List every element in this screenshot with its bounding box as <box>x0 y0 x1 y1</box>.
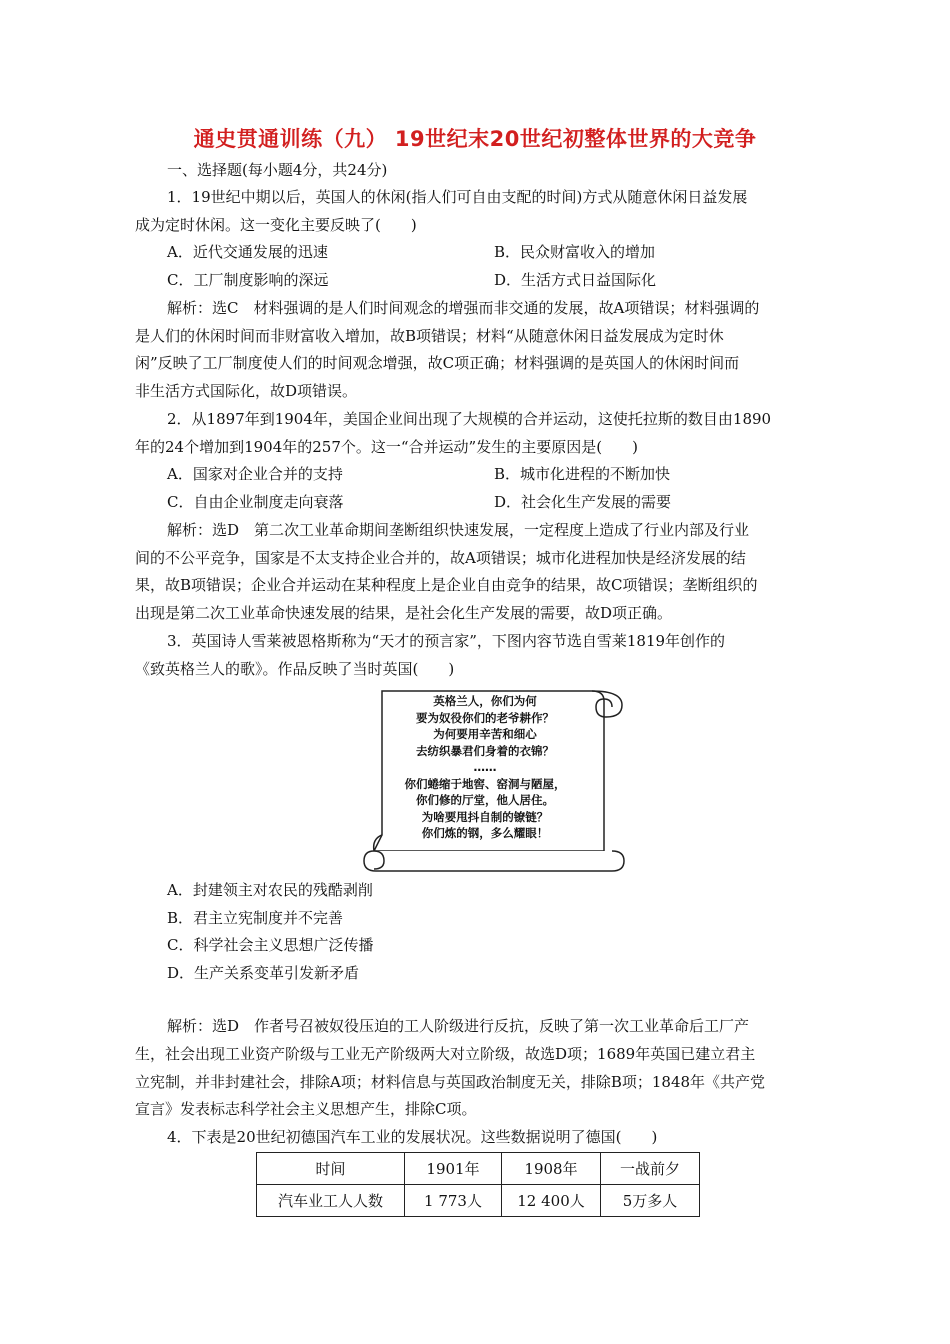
table-header-cell: 1901年 <box>405 1153 502 1185</box>
q3-answer-line-4: 宣言》发表标志科学社会主义思想产生，排除C项。 <box>135 1100 477 1118</box>
q2-answer-line-2: 间的不公平竞争，国家是不太支持企业合并的，故A项错误；城市化进程加快是经济发展的结 <box>135 549 746 567</box>
q3-answer-line-1: 解析：选D 作者号召被奴役压迫的工人阶级进行反抗，反映了第一次工业革命后工厂产 <box>167 1017 750 1035</box>
section-heading: 一、选择题(每小题4分，共24分) <box>167 161 388 179</box>
q3-stem-line-2: 《致英格兰人的歌》。作品反映了当时英国( ) <box>135 660 455 678</box>
table-cell: 12 400人 <box>502 1185 601 1217</box>
q1-answer-line-4: 非生活方式国际化，故D项错误。 <box>135 382 358 400</box>
q2-answer-line-3: 果，故B项错误；企业合并运动在某种程度上是企业自由竞争的结果，故C项错误；垄断组织的 <box>135 576 758 594</box>
table-cell: 汽车业工人人数 <box>257 1185 405 1217</box>
q3-option-c: C．科学社会主义思想广泛传播 <box>167 936 374 954</box>
q3-answer-line-3: 立宪制，并非封建社会，排除A项；材料信息与英国政治制度无关，排除B项；1848年《共产党 <box>135 1073 766 1091</box>
q2-option-a: A．国家对企业合并的支持 <box>167 465 343 483</box>
q2-stem-line-1: 2．从1897年到1904年，美国企业间出现了大规模的合并运动，这使托拉斯的数目由1890 <box>167 410 772 428</box>
poem-line: 要为奴役你们的老爷耕作？ <box>416 710 554 725</box>
table-row <box>257 1185 700 1217</box>
q2-answer-line-1: 解析：选D 第二次工业革命期间垄断组织快速发展，一定程度上造成了行业内部及行业 <box>167 521 750 539</box>
table-header-cell: 时间 <box>257 1153 405 1185</box>
table-header-cell: 一战前夕 <box>601 1153 700 1185</box>
q3-answer-line-2: 生，社会出现工业资产阶级与工业无产阶级两大对立阶级，故选D项；1689年英国已建立君主 <box>135 1045 756 1063</box>
q4-stem-line-1: 4．下表是20世纪初德国汽车工业的发展状况。这些数据说明了德国( ) <box>167 1128 658 1146</box>
q3-option-d: D．生产关系变革引发新矛盾 <box>167 964 360 982</box>
q1-answer-line-2: 是人们的休闲时间而非财富收入增加，故B项错误；材料“从随意休闲日益发展成为定时休 <box>135 327 724 345</box>
auto-industry-table <box>256 1152 700 1217</box>
q1-answer-line-1: 解析：选C 材料强调的是人们时间观念的增强而非交通的发展，故A项错误；材料强调的 <box>167 299 760 317</box>
table-cell: 5万多人 <box>601 1185 700 1217</box>
q1-option-c: C．工厂制度影响的深远 <box>167 271 329 289</box>
q1-stem-line-2: 成为定时休闲。这一变化主要反映了( ) <box>135 216 417 234</box>
table-cell: 1 773人 <box>405 1185 502 1217</box>
poem-line: 英格兰人，你们为何 <box>433 694 537 708</box>
poem-line: 你们修的厅堂，他人居住。 <box>416 793 554 807</box>
q1-option-b: B．民众财富收入的增加 <box>494 243 656 261</box>
q1-stem-line-1: 1．19世纪中期以后，英国人的休闲(指人们可自由支配的时间)方式从随意休闲日益发展 <box>167 188 748 206</box>
poem-line: 你们炼的钢，多么耀眼！ <box>421 826 549 840</box>
q3-option-b: B．君主立宪制度并不完善 <box>167 909 344 927</box>
q2-stem-line-2: 年的24个增加到1904年的257个。这一“合并运动”发生的主要原因是( ) <box>135 438 638 456</box>
q3-option-a: A．封建领主对农民的残酷剥削 <box>167 881 373 899</box>
q1-option-d: D．生活方式日益国际化 <box>494 271 657 289</box>
q1-answer-line-3: 闲”反映了工厂制度使人们的时间观念增强，故C项正确；材料强调的是英国人的休闲时间而 <box>135 354 740 372</box>
poem-line: …… <box>473 760 497 774</box>
poem-text <box>380 693 590 842</box>
poem-line: 去纺织暴君们身着的衣锦？ <box>416 743 554 758</box>
table-header-cell: 1908年 <box>502 1153 601 1185</box>
q2-answer-line-4: 出现是第二次工业革命快速发展的结果，是社会化生产发展的需要，故D项正确。 <box>135 604 673 622</box>
q1-option-a: A．近代交通发展的迅速 <box>167 243 328 261</box>
poem-line: 你们蜷缩于地窖、窑洞与陋屋， <box>404 776 566 791</box>
q3-stem-line-1: 3．英国诗人雪莱被恩格斯称为“天才的预言家”，下图内容节选自雪莱1819年创作的 <box>167 632 726 650</box>
q2-option-b: B．城市化进程的不断加快 <box>494 465 671 483</box>
q2-option-c: C．自由企业制度走向衰落 <box>167 493 344 511</box>
poem-line: 为啥要甩抖自制的镣链？ <box>421 809 549 824</box>
poem-line: 为何要用辛苦和细心 <box>433 727 537 741</box>
q2-option-d: D．社会化生产发展的需要 <box>494 493 672 511</box>
table-header-row <box>257 1153 700 1185</box>
page-title: 通史贯通训练（九） 19世纪末20世纪初整体世界的大竞争 <box>193 127 757 151</box>
